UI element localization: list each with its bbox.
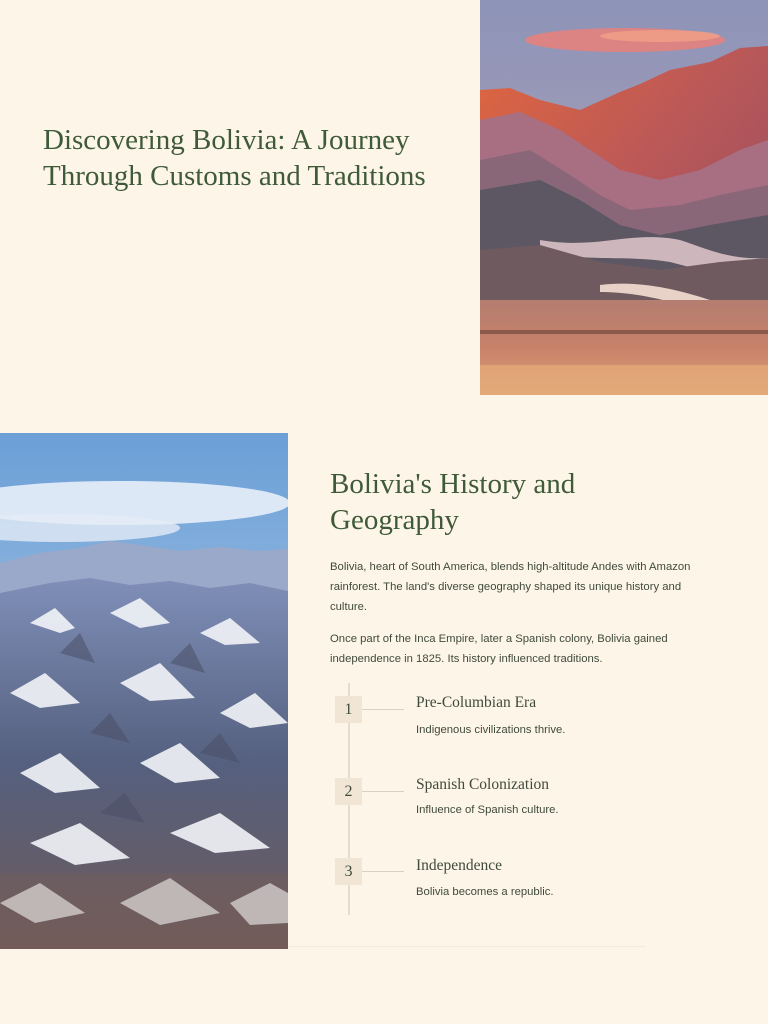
timeline-connector [362, 709, 404, 710]
timeline-connector [362, 791, 404, 792]
timeline-step-1-title: Pre-Columbian Era [416, 694, 537, 711]
hero-landscape-image [480, 0, 768, 395]
timeline-step-1-description: Indigenous civilizations thrive. [416, 724, 566, 736]
timeline-step-3-description: Bolivia becomes a republic. [416, 886, 554, 898]
timeline-step-3-number: 3 [335, 858, 362, 885]
history-heading: Bolivia's History and Geography [330, 468, 576, 536]
timeline-step-1-number: 1 [335, 696, 362, 723]
history-paragraph-1: Bolivia, heart of South America, blends high-altitude Andes with Amazon rainforest. The land's diverse geography shaped its unique history and culture. [330, 561, 691, 613]
colorful-mountains-illustration [480, 0, 768, 395]
timeline-step-2-number: 2 [335, 778, 362, 805]
timeline-step-3-title: Independence [416, 857, 503, 874]
timeline-connector [362, 871, 404, 872]
page-title: Discovering Bolivia: A Journey Through Customs and Traditions [43, 124, 426, 192]
timeline-step-2-title: Spanish Colonization [416, 776, 550, 793]
section-divider [288, 946, 646, 947]
history-paragraph-2: Once part of the Inca Empire, later a Spanish colony, Bolivia gained independence in 1825. Its history influenced traditions. [330, 633, 668, 665]
andes-aerial-image [0, 433, 288, 949]
snowy-mountains-illustration [0, 433, 288, 949]
timeline-step-2-description: Influence of Spanish culture. [416, 804, 559, 816]
